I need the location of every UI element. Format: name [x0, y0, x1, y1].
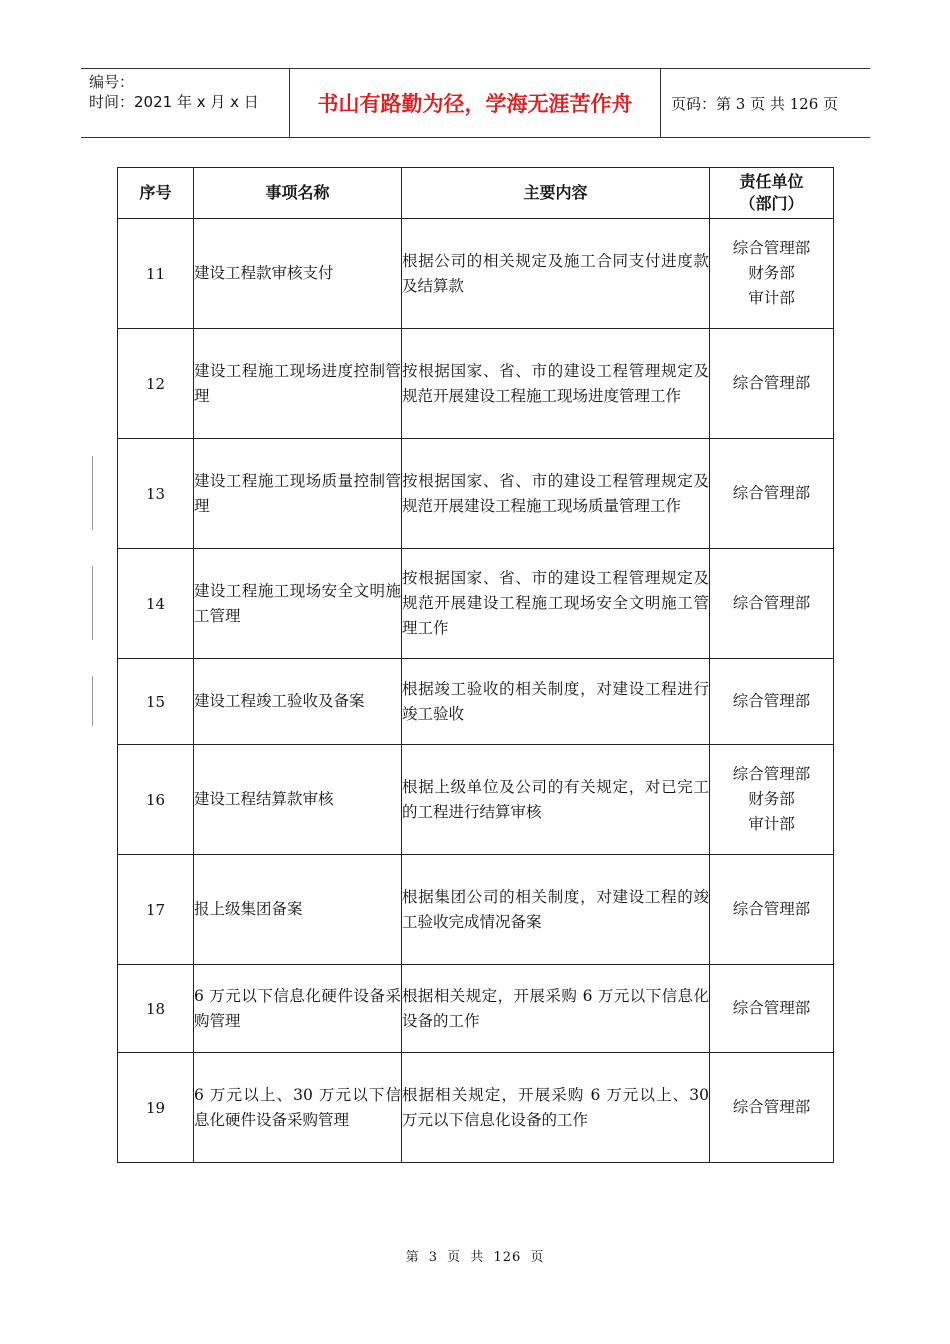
dept-name: 审计部	[748, 815, 795, 833]
margin-mark	[92, 456, 93, 530]
column-header-content: 主要内容	[402, 168, 710, 219]
row-item-name: 建设工程施工现场安全文明施工管理	[194, 549, 402, 659]
row-responsible-dept	[710, 329, 834, 439]
row-responsible-dept	[710, 855, 834, 965]
table-row	[118, 745, 834, 855]
table-row	[118, 329, 834, 439]
row-seq: 14	[118, 549, 194, 659]
row-main-content: 按根据国家、省、市的建设工程管理规定及规范开展建设工程施工现场质量管理工作	[402, 439, 710, 549]
row-item-name: 建设工程施工现场进度控制管理	[194, 329, 402, 439]
row-seq: 19	[118, 1053, 194, 1163]
row-responsible-dept	[710, 1053, 834, 1163]
footer-word: 页	[447, 1250, 462, 1265]
row-item-name: 建设工程施工现场质量控制管理	[194, 439, 402, 549]
dept-name: 综合管理部	[732, 239, 811, 257]
responsibility-table	[117, 167, 834, 1163]
row-responsible-dept	[710, 745, 834, 855]
dept-name: 综合管理部	[732, 765, 811, 783]
row-responsible-dept	[710, 439, 834, 549]
column-header-dept-line1: 责任单位	[739, 172, 804, 191]
column-header-dept	[710, 168, 834, 219]
row-responsible-dept	[710, 549, 834, 659]
table-header-row	[118, 168, 834, 219]
footer-word: 共	[470, 1250, 485, 1265]
row-main-content: 按根据国家、省、市的建设工程管理规定及规范开展建设工程施工现场安全文明施工管理工作	[402, 549, 710, 659]
row-seq: 11	[118, 219, 194, 329]
dept-name: 审计部	[748, 289, 795, 307]
row-seq: 15	[118, 659, 194, 745]
row-item-name: 6 万元以下信息化硬件设备采购管理	[194, 965, 402, 1053]
row-item-name: 建设工程结算款审核	[194, 745, 402, 855]
dept-name: 综合管理部	[732, 484, 811, 502]
dept-name: 综合管理部	[732, 374, 811, 392]
column-header-name: 事项名称	[194, 168, 402, 219]
table-row	[118, 439, 834, 549]
header-meta	[81, 69, 290, 137]
dept-name: 财务部	[748, 264, 795, 282]
column-header-seq: 序号	[118, 168, 194, 219]
row-item-name: 6 万元以上、30 万元以下信息化硬件设备采购管理	[194, 1053, 402, 1163]
document-time-label: 时间：2021 年 x 月 x 日	[89, 93, 259, 111]
footer-word: 页	[530, 1250, 545, 1265]
dept-name: 综合管理部	[732, 594, 811, 612]
dept-name: 综合管理部	[732, 1098, 811, 1116]
dept-name: 综合管理部	[732, 692, 811, 710]
dept-name: 综合管理部	[732, 999, 811, 1017]
margin-mark	[92, 676, 93, 726]
row-seq: 12	[118, 329, 194, 439]
row-main-content: 根据竣工验收的相关制度，对建设工程进行竣工验收	[402, 659, 710, 745]
table-row	[118, 219, 834, 329]
header-page-info: 页码：第 3 页 共 126 页	[671, 94, 839, 113]
row-main-content: 按根据国家、省、市的建设工程管理规定及规范开展建设工程施工现场进度管理工作	[402, 329, 710, 439]
footer-total-pages: 126	[493, 1250, 522, 1265]
row-item-name: 报上级集团备案	[194, 855, 402, 965]
row-main-content: 根据上级单位及公司的有关规定，对已完工的工程进行结算审核	[402, 745, 710, 855]
row-main-content: 根据集团公司的相关制度，对建设工程的竣工验收完成情况备案	[402, 855, 710, 965]
row-responsible-dept	[710, 965, 834, 1053]
header-motto: 书山有路勤为径，学海无涯苦作舟	[290, 69, 661, 137]
document-number-label: 编号：	[89, 73, 135, 91]
row-seq: 13	[118, 439, 194, 549]
row-main-content: 根据公司的相关规定及施工合同支付进度款及结算款	[402, 219, 710, 329]
row-item-name: 建设工程竣工验收及备案	[194, 659, 402, 745]
row-seq: 18	[118, 965, 194, 1053]
dept-name: 综合管理部	[732, 900, 811, 918]
footer-word: 第	[405, 1250, 420, 1265]
row-item-name: 建设工程款审核支付	[194, 219, 402, 329]
row-seq: 16	[118, 745, 194, 855]
row-responsible-dept	[710, 659, 834, 745]
page-header	[81, 68, 870, 138]
dept-name: 财务部	[748, 790, 795, 808]
row-responsible-dept	[710, 219, 834, 329]
row-seq: 17	[118, 855, 194, 965]
column-header-dept-line2: （部门）	[739, 194, 804, 213]
row-main-content: 根据相关规定，开展采购 6 万元以下信息化设备的工作	[402, 965, 710, 1053]
table-row	[118, 659, 834, 745]
table-row	[118, 855, 834, 965]
margin-mark	[92, 566, 93, 640]
table-row	[118, 1053, 834, 1163]
table-row	[118, 549, 834, 659]
page-footer	[0, 1246, 950, 1265]
footer-page-number: 3	[428, 1250, 438, 1265]
table-row	[118, 965, 834, 1053]
row-main-content: 根据相关规定，开展采购 6 万元以上、30 万元以下信息化设备的工作	[402, 1053, 710, 1163]
table-body	[118, 219, 834, 1163]
